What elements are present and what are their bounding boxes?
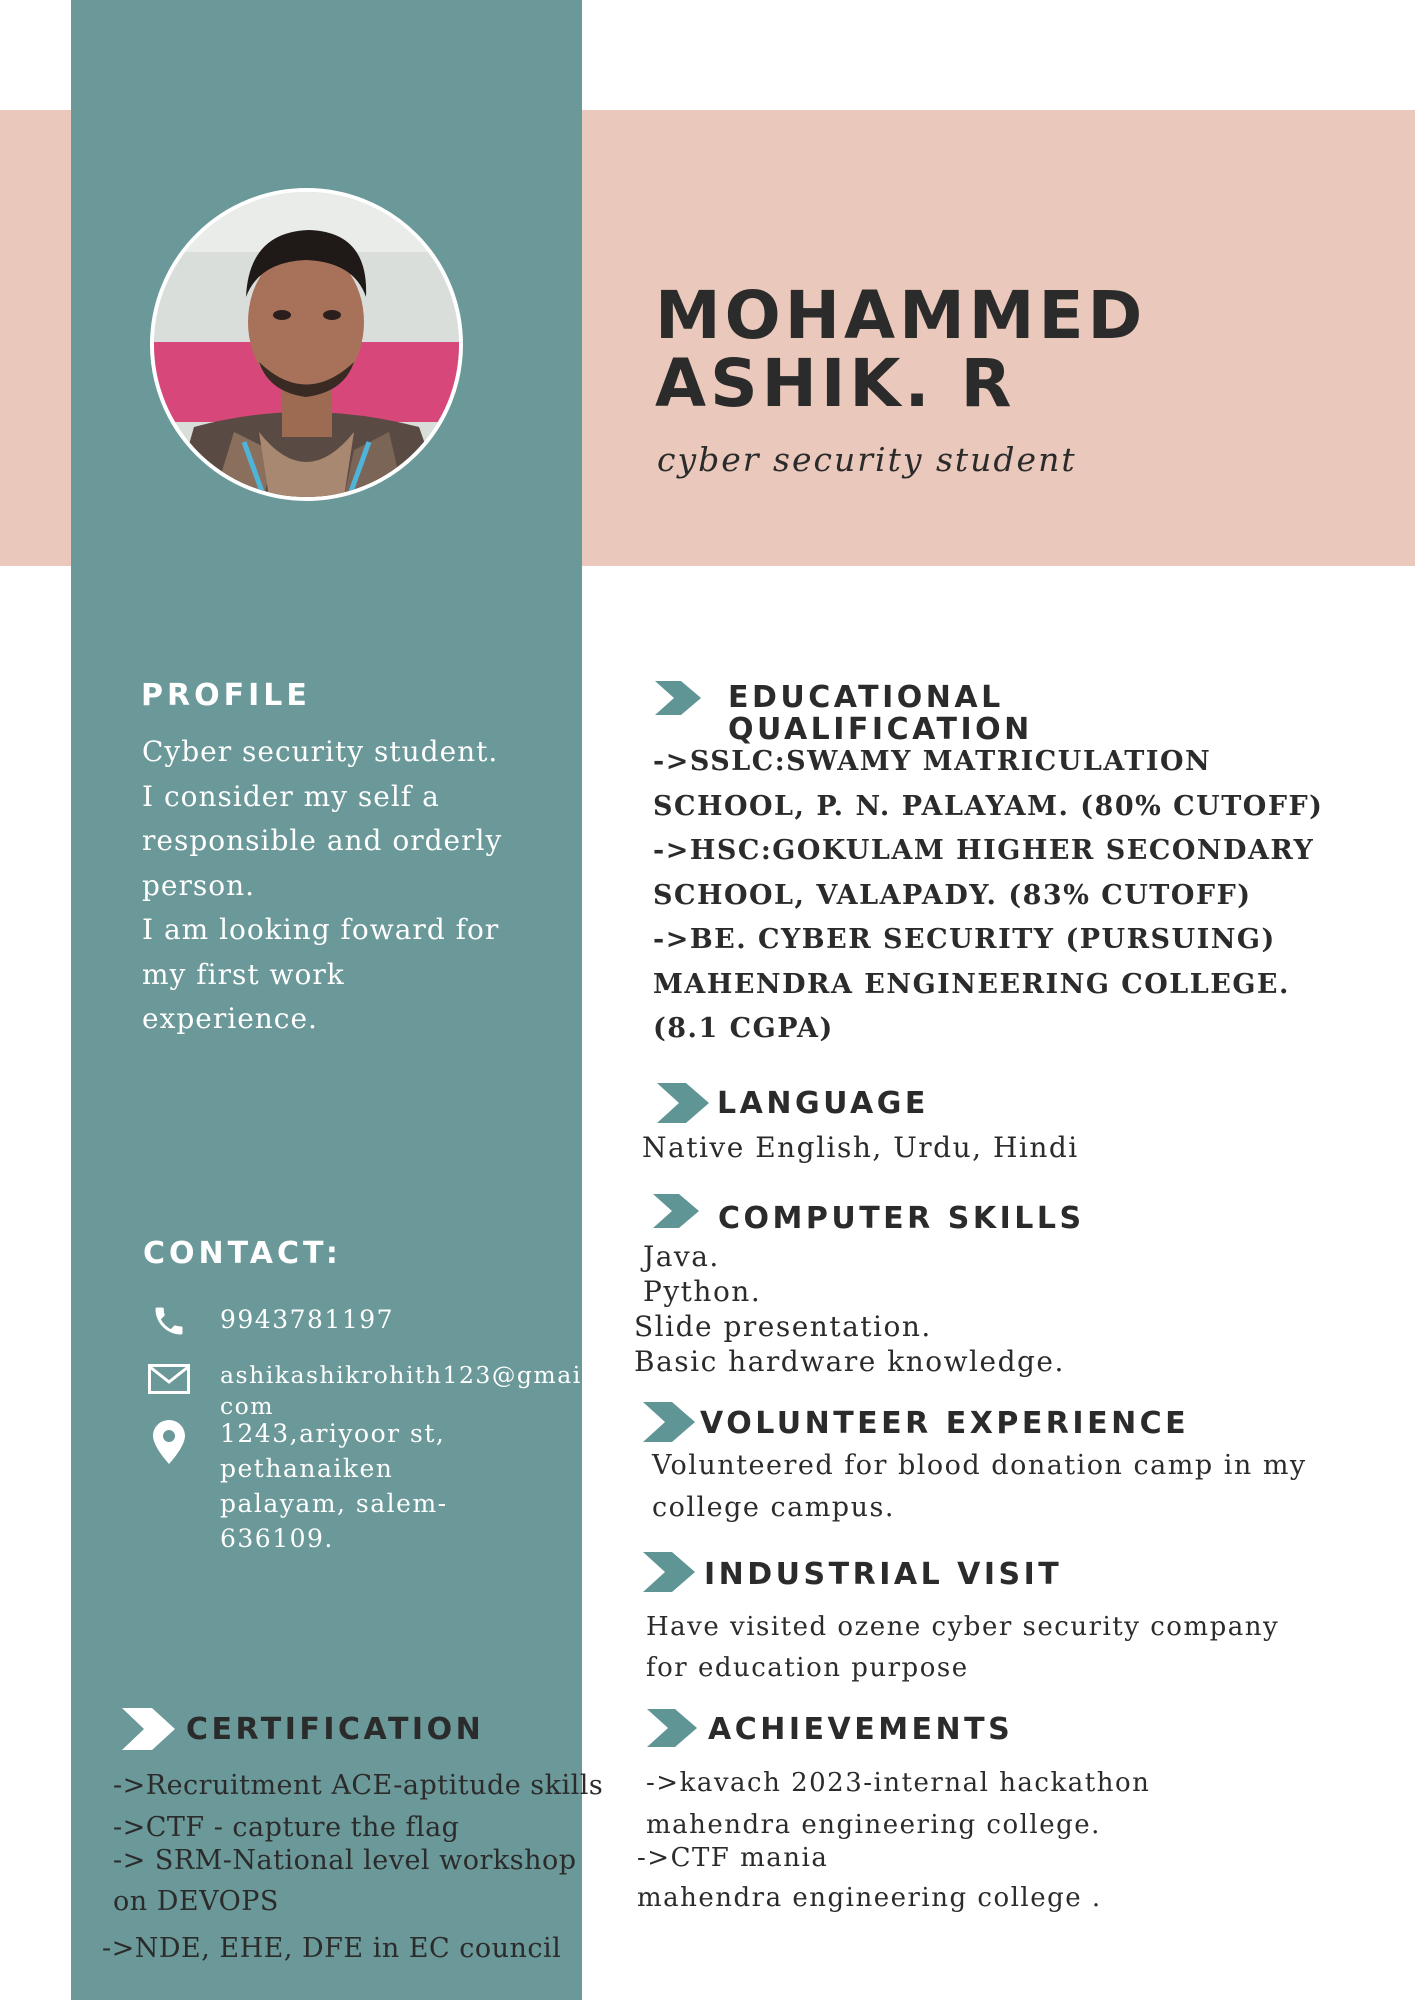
chevron-icon — [653, 1194, 699, 1228]
volunteer-line: college campus. — [652, 1492, 895, 1523]
name-line-2: ASHIK. R — [655, 345, 1016, 422]
certification-line: ->NDE, EHE, DFE in EC council — [102, 1933, 562, 1964]
contact-email — [148, 1358, 600, 1422]
education-list — [653, 740, 1353, 1052]
name-line-1: MOHAMMED — [655, 277, 1147, 354]
certification-line: ->CTF - capture the flag — [113, 1812, 460, 1843]
profile-line: I am looking foward for — [142, 913, 500, 946]
achievement-line: ->kavach 2023-internal hackathon — [646, 1768, 1151, 1798]
profile-line: experience. — [142, 1002, 318, 1035]
contact-heading: CONTACT: — [143, 1236, 342, 1271]
email-address[interactable] — [220, 1360, 600, 1422]
volunteer-heading: VOLUNTEER EXPERIENCE — [700, 1406, 1190, 1441]
skill-item: Python. — [643, 1275, 762, 1308]
industrial-visit-heading: INDUSTRIAL VISIT — [704, 1557, 1063, 1592]
chevron-icon — [647, 1709, 697, 1747]
education-line: SCHOOL, P. N. PALAYAM. (80% CUTOFF) — [653, 790, 1324, 822]
education-heading-line-1: EDUCATIONAL — [728, 680, 1004, 715]
chevron-icon — [643, 1402, 695, 1442]
chevron-icon — [655, 681, 701, 715]
profile-line: Cyber security student. — [142, 735, 499, 768]
person-name — [655, 277, 1147, 422]
education-line: MAHENDRA ENGINEERING COLLEGE. — [653, 968, 1290, 1000]
skill-item: Slide presentation. — [634, 1310, 932, 1343]
profile-line: responsible and orderly — [142, 824, 503, 857]
language-heading: LANGUAGE — [717, 1086, 929, 1121]
certification-line: -> SRM-National level workshop — [113, 1845, 577, 1876]
address-line: palayam, salem- — [220, 1489, 448, 1518]
chevron-icon — [643, 1552, 695, 1592]
email-line-1: ashikashikrohith123@gmail. — [220, 1361, 600, 1389]
profile-line: person. — [142, 868, 256, 902]
certification-line: ->Recruitment ACE-aptitude skills — [113, 1770, 604, 1801]
education-heading — [728, 682, 1033, 746]
phone-icon — [148, 1300, 190, 1342]
profile-text — [142, 730, 562, 1042]
industrial-visit-line: Have visited ozene cyber security company — [646, 1612, 1280, 1642]
address-line: pethanaiken — [220, 1454, 394, 1483]
contact-phone — [148, 1300, 394, 1342]
skill-item: Basic hardware knowledge. — [634, 1345, 1065, 1378]
envelope-icon — [148, 1358, 190, 1400]
education-line: ->BE. CYBER SECURITY (PURSUING) — [653, 924, 1276, 955]
address-line: 1243,ariyoor st, — [220, 1419, 446, 1448]
education-line: SCHOOL, VALAPADY. (83% CUTOFF) — [653, 879, 1252, 911]
email-line-2: com — [220, 1392, 275, 1420]
location-pin-icon — [148, 1420, 190, 1462]
profile-line: I consider my self a — [142, 779, 440, 813]
achievements-heading: ACHIEVEMENTS — [708, 1712, 1014, 1747]
achievement-line: mahendra engineering college. — [646, 1810, 1101, 1840]
certification-heading: CERTIFICATION — [186, 1712, 485, 1747]
chevron-icon — [122, 1708, 175, 1750]
chevron-icon — [657, 1083, 709, 1123]
job-title: cyber security student — [657, 440, 1077, 479]
contact-address — [148, 1420, 448, 1556]
certification-line: on DEVOPS — [113, 1886, 279, 1917]
education-line: (8.1 CGPA) — [653, 1013, 834, 1044]
profile-photo — [150, 188, 463, 501]
address-text — [220, 1416, 448, 1556]
education-line: ->SSLC:SWAMY MATRICULATION — [653, 746, 1212, 777]
volunteer-line: Volunteered for blood donation camp in my — [652, 1450, 1307, 1481]
industrial-visit-line: for education purpose — [646, 1653, 969, 1683]
phone-number[interactable]: 9943781197 — [220, 1305, 395, 1334]
profile-line: my first work — [142, 957, 345, 991]
achievement-line: mahendra engineering college . — [637, 1883, 1102, 1913]
computer-skills-heading: COMPUTER SKILLS — [718, 1201, 1085, 1236]
education-heading-line-2: QUALIFICATION — [728, 712, 1033, 747]
achievement-line: ->CTF mania — [637, 1843, 829, 1873]
address-line: 636109. — [220, 1524, 334, 1553]
education-line: ->HSC:GOKULAM HIGHER SECONDARY — [653, 835, 1315, 866]
skill-item: Java. — [643, 1240, 720, 1273]
language-text: Native English, Urdu, Hindi — [642, 1131, 1079, 1164]
profile-heading: PROFILE — [141, 678, 311, 713]
